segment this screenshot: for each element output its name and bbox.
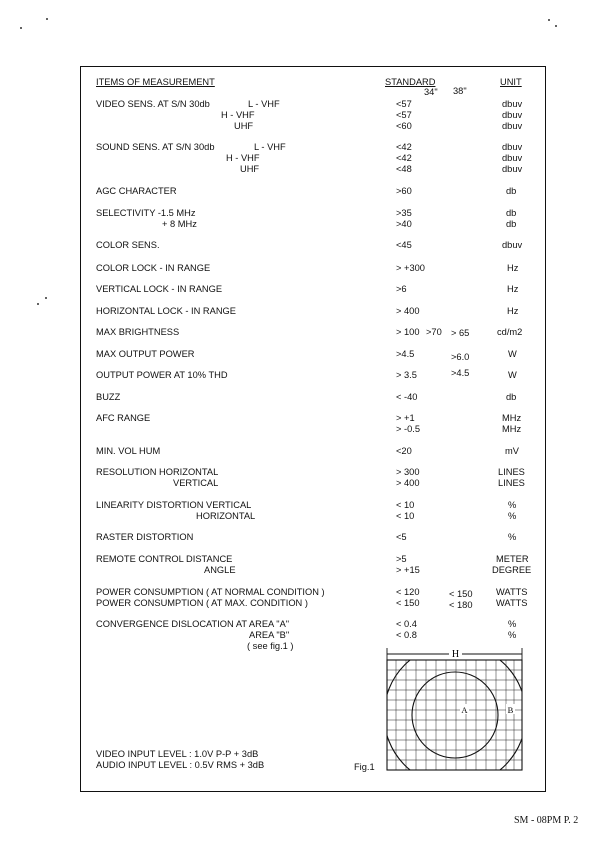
min-vol-hum-value: <20 xyxy=(396,446,412,456)
selectivity-unit: db xyxy=(506,219,517,229)
linearity-unit: % xyxy=(508,511,517,521)
color-sens-label: COLOR SENS. xyxy=(96,240,160,250)
selectivity-unit: db xyxy=(506,208,517,218)
agc-label: AGC CHARACTER xyxy=(96,186,177,196)
max-brightness-unit: cd/m2 xyxy=(497,327,523,337)
resolution-label: RESOLUTION HORIZONTAL xyxy=(96,467,219,477)
sound-sens-value: <42 xyxy=(396,142,412,152)
horizontal-lock-unit: Hz xyxy=(507,306,519,316)
linearity-label: LINEARITY DISTORTION VERTICAL xyxy=(96,500,252,510)
video-sens-unit: dbuv xyxy=(502,121,523,131)
remote-unit: DEGREE xyxy=(492,565,532,575)
power-normal-label: POWER CONSUMPTION ( AT NORMAL CONDITION ) xyxy=(96,587,325,597)
convergence-figure xyxy=(380,643,530,773)
afc-value: > +1 xyxy=(396,413,415,423)
buzz-value: < -40 xyxy=(396,392,418,402)
video-sens-unit: dbuv xyxy=(502,99,523,109)
color-sens-value: <45 xyxy=(396,240,412,250)
output-thd-34: >4.5 xyxy=(451,368,470,378)
convergence-unit: % xyxy=(508,630,517,640)
area-a-label: A xyxy=(461,705,468,715)
resolution-unit: LINES xyxy=(498,478,525,488)
resolution-sub: VERTICAL xyxy=(173,478,219,488)
page-footer: SM - 08PM P. 2 xyxy=(514,815,579,826)
resolution-value: > 300 xyxy=(396,467,420,477)
agc-unit: db xyxy=(506,186,517,196)
color-lock-label: COLOR LOCK - IN RANGE xyxy=(96,263,211,273)
remote-unit: METER xyxy=(496,554,529,564)
power-34: < 150 xyxy=(449,589,473,599)
afc-label: AFC RANGE xyxy=(96,413,151,423)
color-sens-unit: dbuv xyxy=(502,240,523,250)
power-unit: WATTS xyxy=(496,587,528,597)
linearity-sub: HORIZONTAL xyxy=(196,511,256,521)
horizontal-lock-value: > 400 xyxy=(396,306,420,316)
output-thd-value: > 3.5 xyxy=(396,370,417,380)
video-sens-value: <57 xyxy=(396,110,412,120)
buzz-unit: db xyxy=(506,392,517,402)
selectivity-sub: + 8 MHz xyxy=(162,219,197,229)
sound-sens-unit: dbuv xyxy=(502,153,523,163)
video-sens-value: <57 xyxy=(396,99,412,109)
header-unit: UNIT xyxy=(500,77,522,87)
vertical-lock-unit: Hz xyxy=(507,284,519,294)
h-label: H xyxy=(451,649,460,660)
remote-value: > +15 xyxy=(396,565,420,575)
max-brightness-value: > 100 xyxy=(396,327,420,337)
max-brightness-label: MAX BRIGHTNESS xyxy=(96,327,180,337)
resolution-value: > 400 xyxy=(396,478,420,488)
video-sens-unit: dbuv xyxy=(502,110,523,120)
video-sens-band: L - VHF xyxy=(248,99,280,109)
video-sens-band: UHF xyxy=(234,121,254,131)
sound-sens-band: H - VHF xyxy=(226,153,260,163)
vertical-lock-label: VERTICAL LOCK - IN RANGE xyxy=(96,284,223,294)
convergence-value: < 0.8 xyxy=(396,630,417,640)
area-b-label: B xyxy=(507,705,514,715)
header-standard: STANDARD xyxy=(385,77,436,87)
output-thd-label: OUTPUT POWER AT 10% THD xyxy=(96,370,228,380)
remote-label: REMOTE CONTROL DISTANCE xyxy=(96,554,233,564)
max-output-unit: W xyxy=(508,349,517,359)
output-thd-unit: W xyxy=(508,370,517,380)
convergence-note: ( see fig.1 ) xyxy=(247,641,294,651)
convergence-value: < 0.4 xyxy=(396,619,417,629)
resolution-unit: LINES xyxy=(498,467,525,477)
max-output-34: >6.0 xyxy=(451,352,470,362)
remote-sub: ANGLE xyxy=(204,565,236,575)
max-output-label: MAX OUTPUT POWER xyxy=(96,349,195,359)
raster-value: <5 xyxy=(396,532,407,542)
afc-unit: MHz xyxy=(502,424,522,434)
min-vol-hum-unit: mV xyxy=(505,446,519,456)
power-34: < 180 xyxy=(449,600,473,610)
convergence-unit: % xyxy=(508,619,517,629)
power-unit: WATTS xyxy=(496,598,528,608)
linearity-value: < 10 xyxy=(396,511,415,521)
convergence-sub: AREA "B" xyxy=(249,630,290,640)
video-input-level: VIDEO INPUT LEVEL : 1.0V P-P + 3dB xyxy=(96,749,259,759)
horizontal-lock-label: HORIZONTAL LOCK - IN RANGE xyxy=(96,306,236,316)
header-34: 34" xyxy=(424,87,438,97)
sound-sens-band: L - VHF xyxy=(254,142,286,152)
linearity-unit: % xyxy=(508,500,517,510)
figure-caption: Fig.1 xyxy=(354,762,375,772)
color-lock-unit: Hz xyxy=(507,263,519,273)
convergence-label: CONVERGENCE DISLOCATION AT AREA "A" xyxy=(96,619,290,629)
afc-unit: MHz xyxy=(502,413,522,423)
audio-input-level: AUDIO INPUT LEVEL : 0.5V RMS + 3dB xyxy=(96,760,265,770)
header-items: ITEMS OF MEASUREMENT xyxy=(96,77,215,87)
color-lock-value: > +300 xyxy=(396,263,425,273)
sound-sens-unit: dbuv xyxy=(502,164,523,174)
header-38: 38" xyxy=(453,86,467,96)
max-brightness-34: >70 xyxy=(426,327,442,337)
video-sens-value: <60 xyxy=(396,121,412,131)
power-max-label: POWER CONSUMPTION ( AT MAX. CONDITION ) xyxy=(96,598,308,608)
max-output-value: >4.5 xyxy=(396,349,415,359)
selectivity-value: >35 xyxy=(396,208,412,218)
sound-sens-value: <42 xyxy=(396,153,412,163)
sound-sens-band: UHF xyxy=(240,164,260,174)
max-brightness-38: > 65 xyxy=(451,328,470,338)
remote-value: >5 xyxy=(396,554,407,564)
min-vol-hum-label: MIN. VOL HUM xyxy=(96,446,161,456)
agc-value: >60 xyxy=(396,186,412,196)
buzz-label: BUZZ xyxy=(96,392,121,402)
linearity-value: < 10 xyxy=(396,500,415,510)
raster-label: RASTER DISTORTION xyxy=(96,532,194,542)
sound-sens-label: SOUND SENS. AT S/N 30db xyxy=(96,142,215,152)
selectivity-label: SELECTIVITY -1.5 MHz xyxy=(96,208,196,218)
sound-sens-value: <48 xyxy=(396,164,412,174)
video-sens-label: VIDEO SENS. AT S/N 30db xyxy=(96,99,210,109)
selectivity-value: >40 xyxy=(396,219,412,229)
power-value: < 150 xyxy=(396,598,420,608)
sound-sens-unit: dbuv xyxy=(502,142,523,152)
video-sens-band: H - VHF xyxy=(221,110,255,120)
raster-unit: % xyxy=(508,532,517,542)
vertical-lock-value: >6 xyxy=(396,284,407,294)
power-value: < 120 xyxy=(396,587,420,597)
afc-value: > -0.5 xyxy=(396,424,421,434)
